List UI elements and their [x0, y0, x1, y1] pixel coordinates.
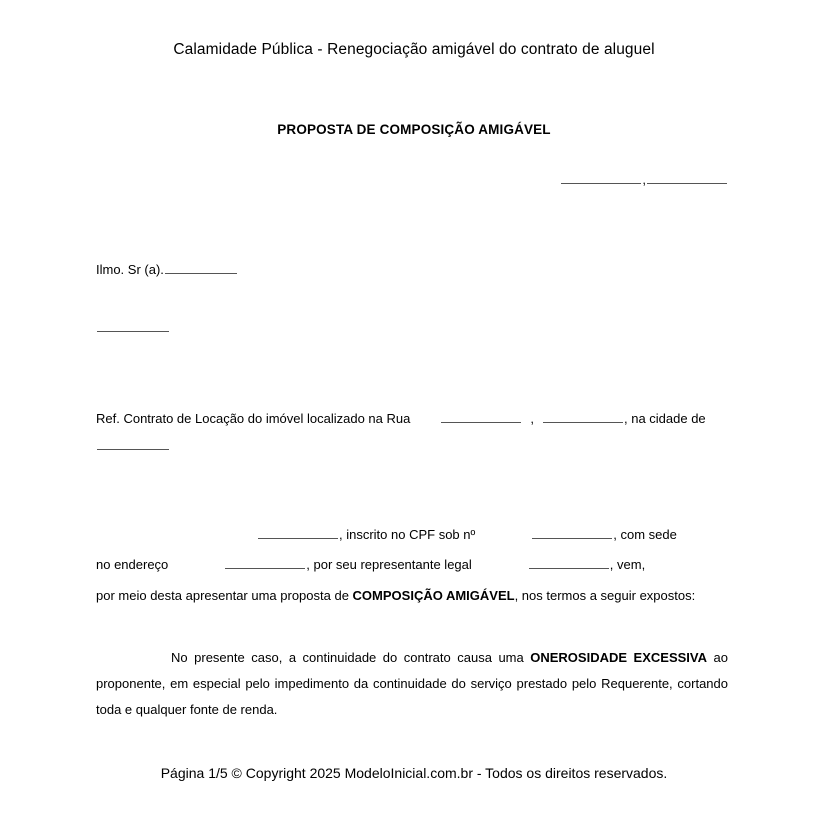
proposal-text-part-1: por meio desta apresentar uma proposta de: [96, 588, 353, 603]
reference-city-blank[interactable]: [97, 438, 169, 450]
addressee-name-blank[interactable]: [165, 262, 237, 274]
date-line-separator: ,: [642, 172, 646, 187]
onerosity-text-part-2: ao proponente, em especial pelo impedimento da continuidade do serviço prestado pelo Requerente, cortando toda e qualquer fonte de renda.: [96, 650, 728, 717]
qualification-seat-label: , com sede: [613, 527, 677, 542]
addressee-line: [96, 260, 728, 280]
qualification-cpf-label: , inscrito no CPF sob nº: [339, 527, 476, 542]
addressee-second-blank[interactable]: [97, 320, 169, 332]
qualification-vem-label: , vem,: [609, 557, 646, 572]
addressee-label: Ilmo. Sr (a).: [96, 262, 164, 277]
qualification-rep-label: , por seu representante legal: [306, 557, 472, 572]
reference-continuation-line: [96, 436, 728, 456]
reference-text-before: Ref. Contrato de Locação do imóvel localizado na Rua: [96, 411, 411, 426]
proposal-paragraph: [96, 583, 728, 609]
reference-text-middle: , na cidade de: [623, 411, 706, 426]
reference-comma-1: ,: [530, 411, 534, 426]
date-blank-field[interactable]: [647, 172, 727, 184]
qualification-address-label: no endereço: [96, 557, 169, 572]
proposal-text-part-2: , nos termos a seguir expostos:: [514, 588, 696, 603]
qualification-cpf-blank[interactable]: [532, 527, 612, 539]
proposal-bold-composicao-amigavel: COMPOSIÇÃO AMIGÁVEL: [352, 588, 515, 603]
reference-paragraph: [96, 403, 728, 435]
document-footer: Página 1/5 © Copyright 2025 ModeloInicial.com.br - Todos os direitos reservados.: [160, 765, 668, 781]
document-main-title: PROPOSTA DE COMPOSIÇÃO AMIGÁVEL: [277, 122, 551, 137]
place-date-line: [96, 170, 728, 190]
document-header-title: Calamidade Pública - Renegociação amigável do contrato de aluguel: [173, 41, 655, 58]
reference-street-blank[interactable]: [441, 411, 521, 423]
place-blank-field[interactable]: [561, 172, 641, 184]
reference-number-blank[interactable]: [543, 411, 623, 423]
addressee-second-line: [96, 318, 728, 338]
qualification-rep-blank[interactable]: [529, 557, 609, 569]
qualification-address-blank[interactable]: [225, 557, 305, 569]
qualification-name-blank[interactable]: [258, 527, 338, 539]
onerosity-bold-onerosidade-excessiva: ONEROSIDADE EXCESSIVA: [530, 650, 707, 665]
qualification-line-2: [96, 550, 728, 580]
qualification-line-1: [96, 520, 728, 550]
qualification-block: [96, 520, 728, 580]
onerosity-text-part-1: No presente caso, a continuidade do contrato causa uma: [171, 650, 531, 665]
onerosity-paragraph: [96, 645, 728, 723]
